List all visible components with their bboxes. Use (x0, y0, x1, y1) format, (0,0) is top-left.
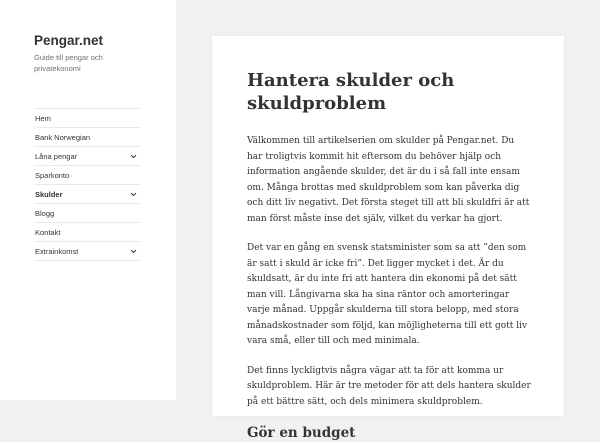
nav-item-label: Hem (35, 113, 51, 123)
article-title: Hantera skulder och skuldproblem (247, 70, 455, 114)
nav-item-label: Kontakt (35, 227, 61, 237)
article-paragraph: Välkommen till artikelserien om skulder på Pengar.net. Du har troligtvis kommit hit eftersom du behöver hjälp och information angående skulder, det är du i så fall inte ensam om. Många brottas med skuldproblem som kan påverka dig och ditt liv negativt. Det första steget till att bli skuldfri är att man först måste inse det själv, vilket du verkar ha gjort. (247, 136, 530, 224)
article-content (247, 134, 532, 442)
nav-item-bank-norwegian[interactable] (34, 128, 140, 147)
nav-item-kontakt[interactable] (34, 223, 140, 242)
nav-item-extrainkomst[interactable] (34, 242, 140, 261)
article-paragraph: Det var en gång en svensk statsminister som sa att ”den som är satt i skuld är icke fri”. Det ligger mycket i det. Är du skuldsatt, är du inte fri att hantera din ekonomi på det sätt man vill. Långivarna ska ha sina räntor och amorteringar varje månad. Uppgår skulderna till stora belopp, med stora månadskostnader som följd, kan möjligheterna till ett gott liv vara små, eller till och med minimala. (247, 243, 528, 346)
site-description: Guide till pengar och privatekonomi (34, 53, 103, 73)
chevron-down-icon[interactable] (128, 189, 138, 199)
nav-item-label: Extrainkomst (35, 246, 79, 256)
nav-item-sparkonto[interactable] (34, 166, 140, 185)
nav-item-hem[interactable] (34, 109, 140, 128)
article-subheading: Gör en budget (247, 425, 356, 441)
chevron-down-icon[interactable] (128, 246, 138, 256)
chevron-down-icon[interactable] (128, 151, 138, 161)
nav-item-skulder[interactable] (34, 185, 140, 204)
nav-item-label: Blogg (35, 208, 55, 218)
nav-item-lana-pengar[interactable] (34, 147, 140, 166)
nav-item-blogg[interactable] (34, 204, 140, 223)
nav-item-label: Bank Norwegian (35, 132, 91, 142)
nav-item-label: Sparkonto (35, 170, 70, 180)
nav-item-label: Skulder (35, 189, 63, 199)
sidebar (0, 0, 176, 400)
nav-item-label: Låna pengar (35, 151, 78, 161)
article-paragraph: Det finns lyckligtvis några vägar att ta för att komma ur skuldproblem. Här är tre metoder för att dels hantera skulder på ett bättre sätt, och dels minimera skuldproblem. (247, 365, 531, 407)
main-navigation (34, 108, 140, 261)
site-title[interactable]: Pengar.net (34, 33, 104, 48)
